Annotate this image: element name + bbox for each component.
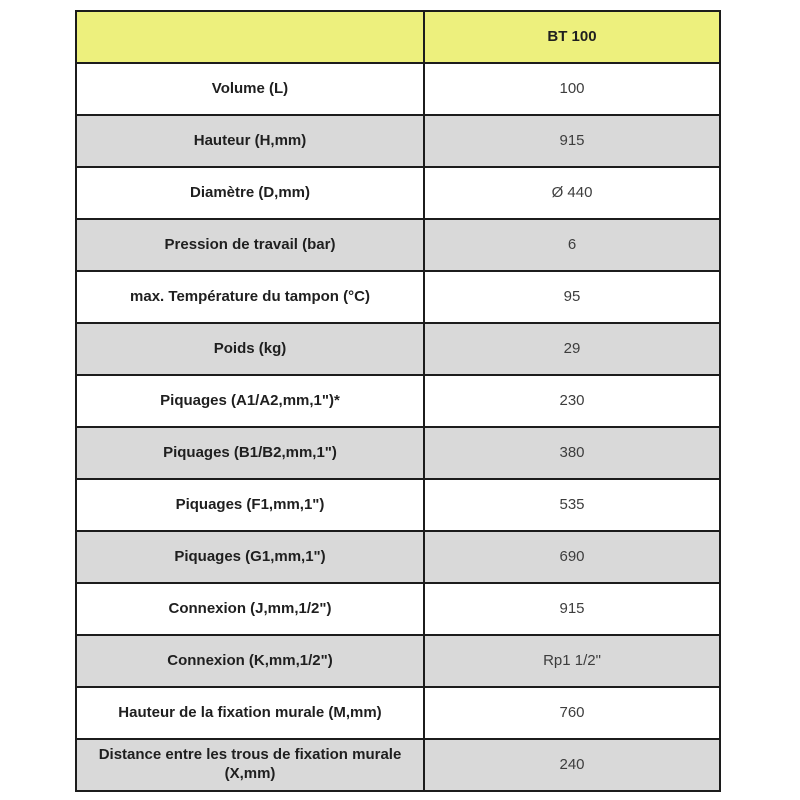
table-row	[76, 323, 720, 375]
table-row	[76, 479, 720, 531]
spec-label-cell: max. Température du tampon (°C)	[76, 271, 424, 323]
spec-label-cell: Connexion (J,mm,1/2")	[76, 583, 424, 635]
table-row	[76, 219, 720, 271]
spec-label-cell: Volume (L)	[76, 63, 424, 115]
spec-value-cell: 760	[424, 687, 720, 739]
spec-value-cell: Ø 440	[424, 167, 720, 219]
spec-label-cell: Poids (kg)	[76, 323, 424, 375]
table-row	[76, 427, 720, 479]
spec-value-cell: Rp1 1/2"	[424, 635, 720, 687]
spec-label-cell: Piquages (F1,mm,1")	[76, 479, 424, 531]
table-row	[76, 63, 720, 115]
spec-value-cell: 100	[424, 63, 720, 115]
spec-label-cell: Pression de travail (bar)	[76, 219, 424, 271]
spec-label-cell: Piquages (B1/B2,mm,1")	[76, 427, 424, 479]
spec-value-cell: 230	[424, 375, 720, 427]
spec-label-cell: Connexion (K,mm,1/2")	[76, 635, 424, 687]
spec-value-cell: 29	[424, 323, 720, 375]
spec-label-cell: Distance entre les trous de fixation murale (X,mm)	[76, 739, 424, 791]
table-row	[76, 687, 720, 739]
table-header-row	[76, 11, 720, 63]
spec-label-cell: Hauteur (H,mm)	[76, 115, 424, 167]
spec-value-cell: 915	[424, 115, 720, 167]
spec-value-cell: 6	[424, 219, 720, 271]
table-row	[76, 167, 720, 219]
table-row	[76, 739, 720, 791]
spec-value-cell: 95	[424, 271, 720, 323]
spec-value-cell: 915	[424, 583, 720, 635]
spec-table	[75, 10, 721, 792]
table-row	[76, 531, 720, 583]
spec-label-cell: Piquages (A1/A2,mm,1")*	[76, 375, 424, 427]
table-row	[76, 115, 720, 167]
spec-label-cell: Hauteur de la fixation murale (M,mm)	[76, 687, 424, 739]
table-row	[76, 271, 720, 323]
spec-label-cell: Diamètre (D,mm)	[76, 167, 424, 219]
spec-label-cell: Piquages (G1,mm,1")	[76, 531, 424, 583]
header-empty-cell	[76, 11, 424, 63]
spec-value-cell: 240	[424, 739, 720, 791]
table-row	[76, 375, 720, 427]
header-model-cell: BT 100	[424, 11, 720, 63]
table-row	[76, 635, 720, 687]
spec-value-cell: 690	[424, 531, 720, 583]
table-row	[76, 583, 720, 635]
spec-value-cell: 380	[424, 427, 720, 479]
spec-value-cell: 535	[424, 479, 720, 531]
